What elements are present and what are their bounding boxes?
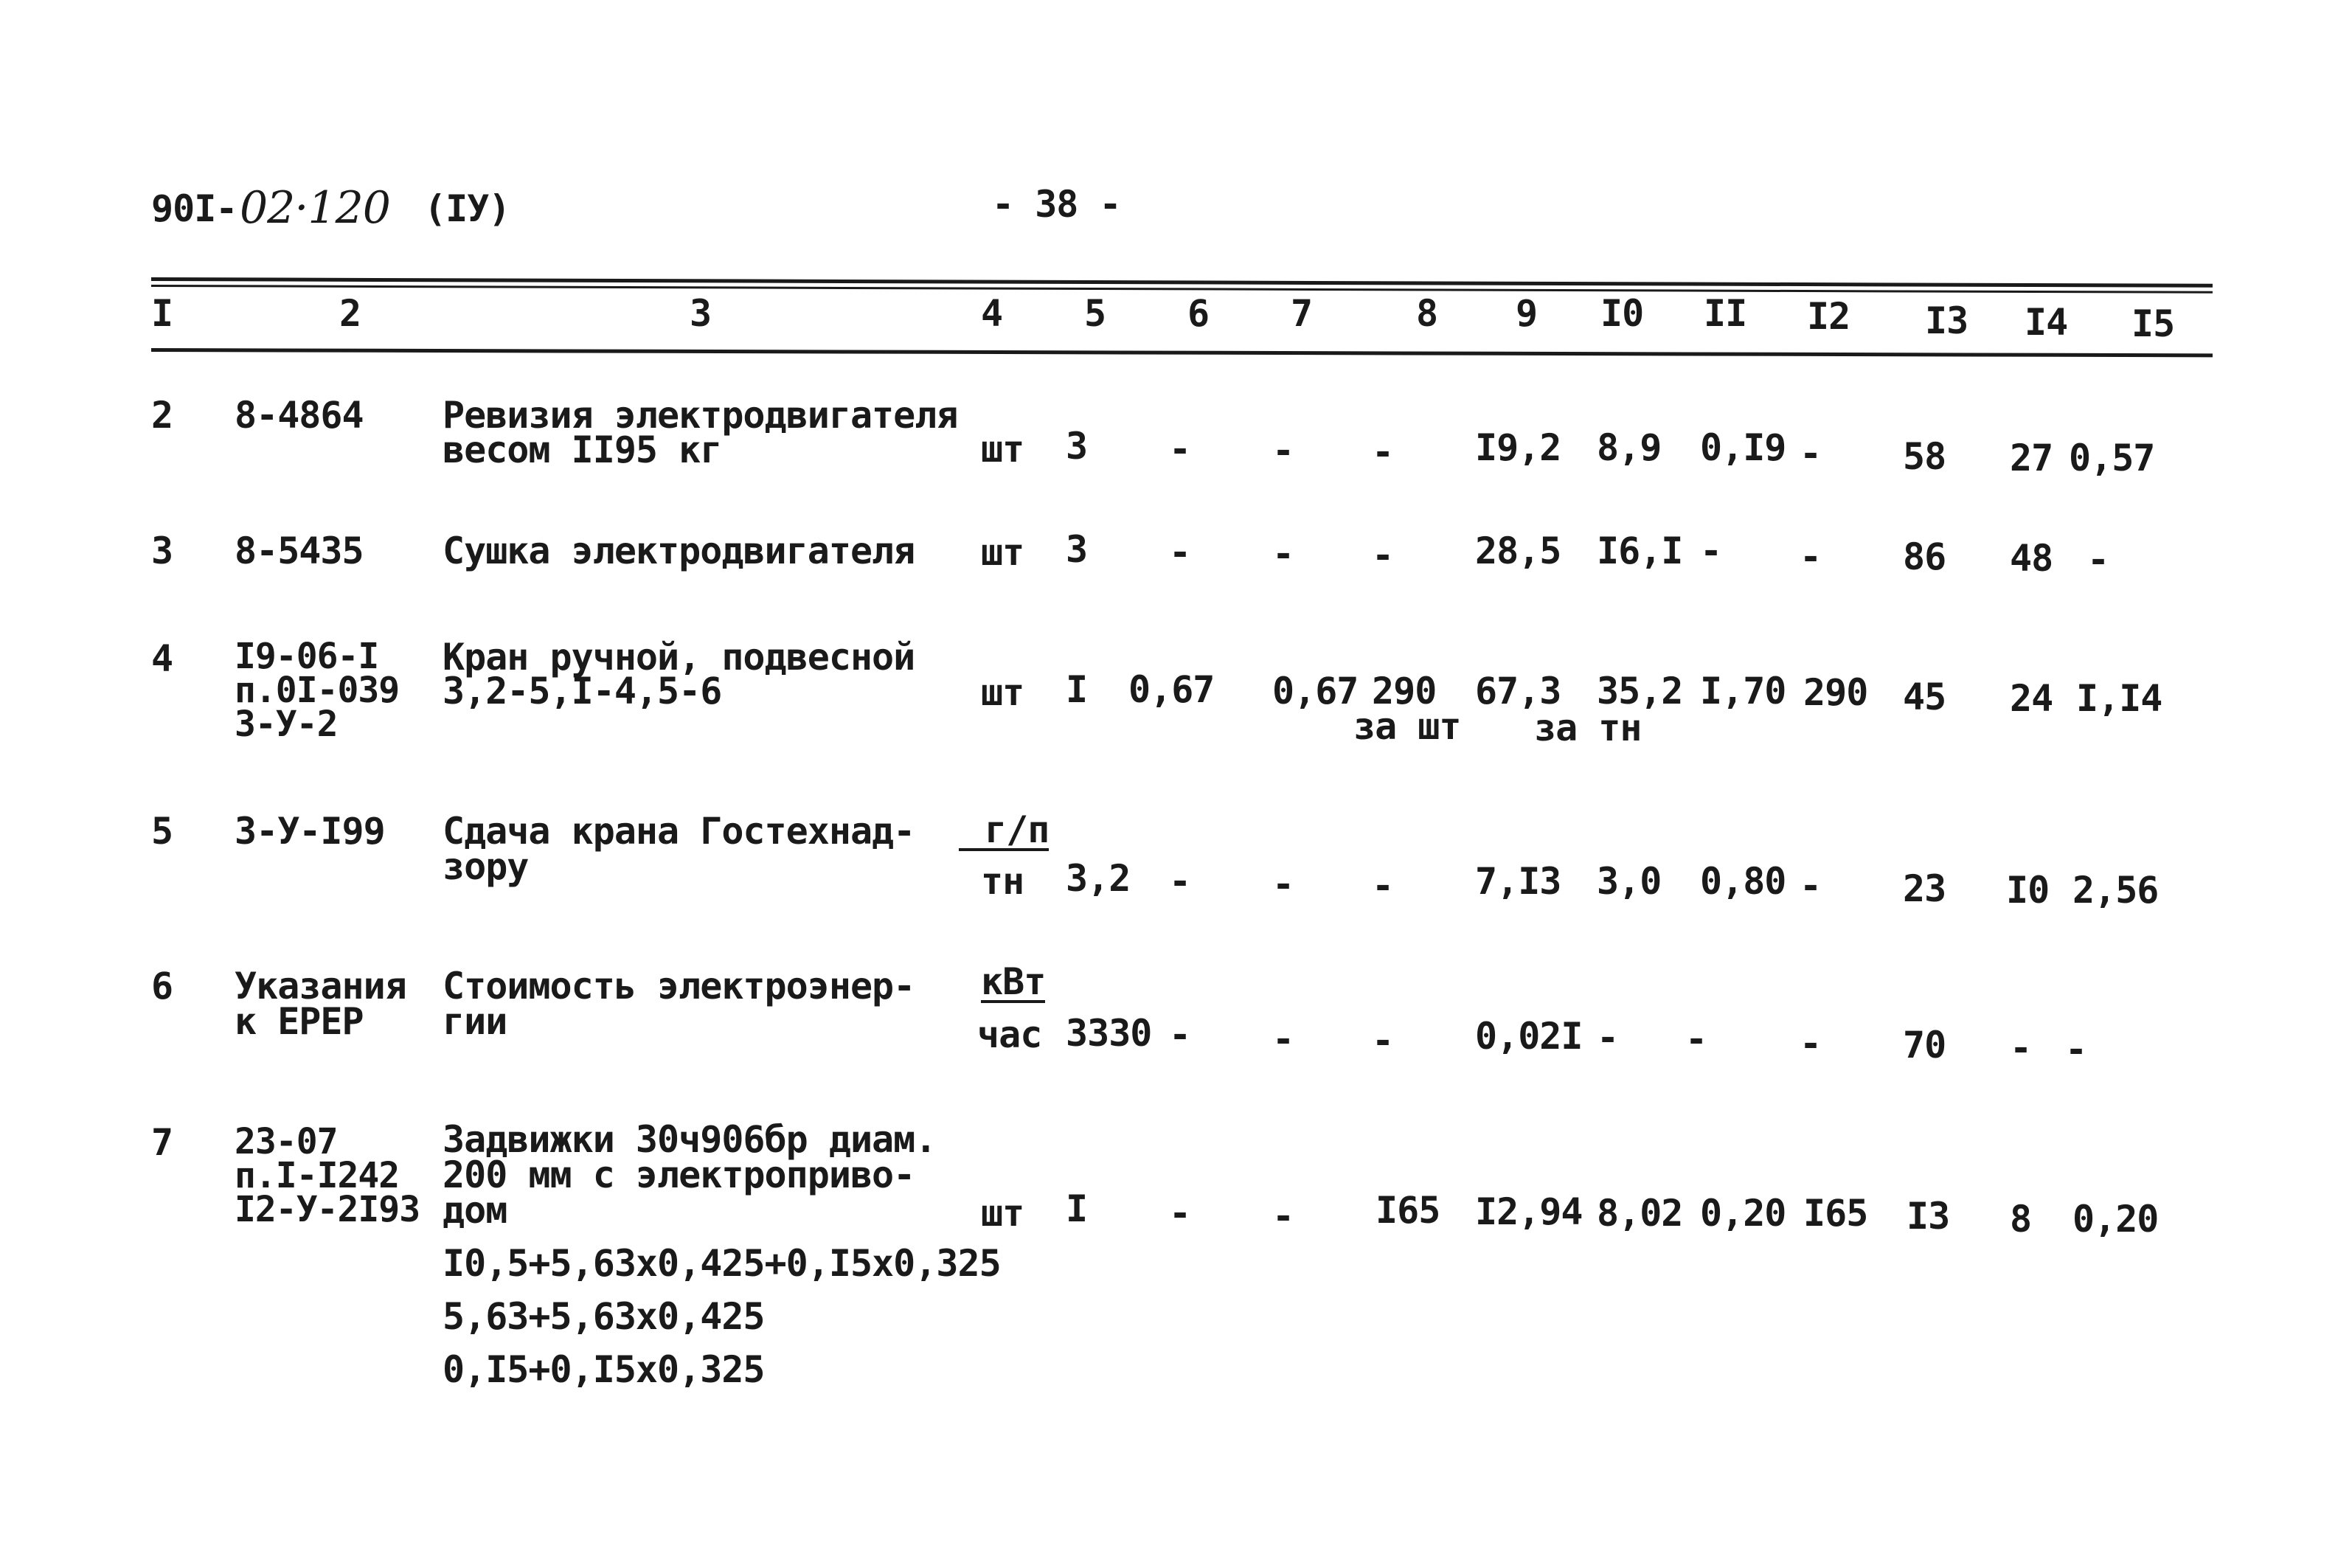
row-col9: I9,2	[1475, 426, 1561, 469]
calc-line: I0,5+5,63х0,425+0,I5х0,325	[443, 1242, 1001, 1285]
row-col12: 290	[1803, 671, 1868, 714]
row-col6: -	[1169, 531, 1191, 574]
col-header-3: 3	[690, 292, 712, 335]
row-name-line: Ревизия электродвигателя	[443, 394, 958, 437]
row-col15: -	[2065, 1028, 2087, 1071]
row-col13: I3	[1907, 1195, 1950, 1238]
row-unit: шт	[981, 428, 1024, 471]
row-col10: 8,9	[1597, 426, 1662, 469]
row-col8: -	[1372, 864, 1394, 907]
row-col7: -	[1272, 1195, 1294, 1238]
row-name-line: дом	[443, 1189, 507, 1232]
row-number: 4	[151, 637, 173, 680]
row-col12: -	[1800, 864, 1822, 907]
row-col11: I,70	[1700, 670, 1786, 712]
col-header-2: 2	[339, 292, 361, 335]
row-col6: -	[1169, 1192, 1191, 1235]
row-col15: 2,56	[2072, 869, 2159, 912]
row-col12: -	[1800, 535, 1822, 578]
row-name-line: Сдача крана Гостехнад-	[443, 810, 915, 853]
row-col7: -	[1272, 533, 1294, 575]
row-qty: 3330	[1066, 1012, 1152, 1055]
row-code-line: I9-06-I	[235, 636, 379, 677]
row-code-line: п.0I-039	[235, 670, 400, 711]
row-col6: 0,67	[1128, 668, 1215, 711]
row-col13: 45	[1903, 676, 1946, 718]
row-col14: -	[2010, 1027, 2032, 1069]
row-col10: 8,02	[1597, 1192, 1683, 1235]
row-name-line: весом II95 кг	[443, 429, 722, 471]
row-col8: -	[1372, 1019, 1394, 1062]
row-unit: шт	[981, 531, 1024, 574]
calc-line: 0,I5+0,I5х0,325	[443, 1348, 765, 1391]
row-col8: -	[1372, 431, 1394, 473]
row-code-line: 23-07	[235, 1121, 338, 1162]
row-col7: -	[1272, 429, 1294, 472]
row-col9-10-note: за тн	[1534, 707, 1642, 749]
row-col6: -	[1169, 1013, 1191, 1056]
col-header-7: 7	[1291, 292, 1313, 335]
row-col10: 3,0	[1597, 860, 1662, 903]
row-col8: 290	[1372, 670, 1437, 712]
row-col10: -	[1597, 1016, 1619, 1059]
row-code-line: 3-У-I99	[235, 810, 385, 853]
doc-code-printed: 90I-	[151, 187, 237, 230]
row-col15: -	[2087, 538, 2109, 581]
row-col14: 48	[2010, 537, 2053, 580]
row-col8: I65	[1376, 1189, 1440, 1232]
row-col11: 0,20	[1700, 1192, 1786, 1235]
row-col15: 0,57	[2069, 437, 2155, 479]
row-col9: 7,I3	[1475, 860, 1561, 903]
row-qty: 3	[1066, 528, 1088, 571]
row-col15: I,I4	[2076, 677, 2162, 720]
row-col6: -	[1169, 860, 1191, 903]
calc-line: 5,63+5,63х0,425	[443, 1295, 765, 1338]
row-code-line: I2-У-2I93	[235, 1189, 420, 1230]
row-name-line: зору	[443, 845, 529, 888]
row-col9: I2,94	[1475, 1190, 1583, 1233]
row-name-line: Кран ручной, подвесной	[443, 636, 915, 679]
row-name-line: 200 мм с электроприво-	[443, 1154, 915, 1196]
doc-code-handwritten: 02·120	[240, 182, 390, 234]
row-col12: -	[1800, 432, 1822, 475]
row-code-line: к ЕРЕР	[235, 1000, 364, 1043]
row-unit: шт	[981, 671, 1024, 714]
row-code-line: 8-5435	[235, 530, 364, 572]
col-header-8: 8	[1416, 292, 1438, 335]
col-header-1: I	[151, 292, 173, 335]
row-col7: -	[1272, 1018, 1294, 1061]
row-unit: час	[977, 1013, 1042, 1056]
row-name-line: Задвижки 30ч906бр диам.	[443, 1118, 937, 1161]
row-col11: -	[1685, 1018, 1707, 1061]
row-col11: 0,80	[1700, 860, 1786, 903]
row-code-line: п.I-I242	[235, 1155, 400, 1196]
col-header-11: II	[1704, 292, 1747, 335]
col-header-9: 9	[1516, 292, 1538, 335]
row-unit: шт	[981, 1192, 1024, 1235]
row-name-line: гии	[443, 1000, 507, 1043]
col-header-5: 5	[1084, 292, 1106, 335]
col-header-12: I2	[1807, 295, 1850, 338]
row-code-line: 3-У-2	[235, 704, 338, 745]
row-number: 6	[151, 965, 173, 1007]
row-col8-note: за шт	[1353, 705, 1461, 748]
row-col11: 0,I9	[1700, 426, 1786, 469]
row-col7: 0,67	[1272, 670, 1359, 712]
row-col9: 0,02I	[1475, 1015, 1583, 1058]
row-col13: 86	[1903, 535, 1946, 578]
row-col14: 8	[2010, 1198, 2032, 1241]
row-col6: -	[1169, 428, 1191, 471]
row-code-line: Указания	[235, 965, 406, 1007]
row-number: 3	[151, 530, 173, 572]
row-name-line: 3,2-5,I-4,5-6	[443, 670, 722, 712]
row-qty: 3,2	[1066, 857, 1131, 900]
row-col8: -	[1372, 534, 1394, 577]
row-col15: 0,20	[2072, 1198, 2159, 1241]
row-code-line: 8-4864	[235, 394, 364, 437]
row-qty: 3	[1066, 425, 1088, 468]
row-name-line: Сушка электродвигателя	[443, 530, 915, 572]
row-col13: 70	[1903, 1024, 1946, 1066]
row-name-line: Стоимость электроэнер-	[443, 965, 915, 1007]
header-bottom-rule	[151, 348, 2213, 357]
row-col14: I0	[2006, 869, 2050, 912]
row-col13: 58	[1903, 435, 1946, 478]
row-col14: 24	[2010, 677, 2053, 720]
row-col10: 35,2	[1597, 670, 1683, 712]
row-number: 7	[151, 1121, 173, 1164]
row-number: 5	[151, 810, 173, 853]
row-col14: 27	[2010, 437, 2053, 479]
row-number: 2	[151, 394, 173, 437]
col-header-4: 4	[981, 292, 1003, 335]
row-qty: I	[1066, 668, 1088, 711]
row-qty: I	[1066, 1187, 1088, 1230]
col-header-10: I0	[1600, 292, 1644, 335]
col-header-15: I5	[2131, 302, 2175, 345]
row-col13: 23	[1903, 867, 1946, 910]
row-col12: I65	[1803, 1192, 1868, 1235]
doc-suffix: (IУ)	[424, 187, 510, 230]
row-unit: тн	[981, 860, 1024, 903]
row-col10: I6,I	[1597, 530, 1683, 572]
col-header-6: 6	[1187, 292, 1210, 335]
col-header-13: I3	[1925, 299, 1968, 342]
row-unit-top: г/п	[959, 811, 1049, 851]
col-header-14: I4	[2025, 301, 2068, 344]
row-col9: 67,3	[1475, 670, 1561, 712]
page-number: - 38 -	[992, 183, 1121, 226]
row-col12: -	[1800, 1022, 1822, 1065]
row-col11: -	[1700, 530, 1722, 572]
row-col9: 28,5	[1475, 530, 1561, 572]
row-unit-top: кВт	[981, 960, 1046, 1003]
row-col7: -	[1272, 863, 1294, 906]
